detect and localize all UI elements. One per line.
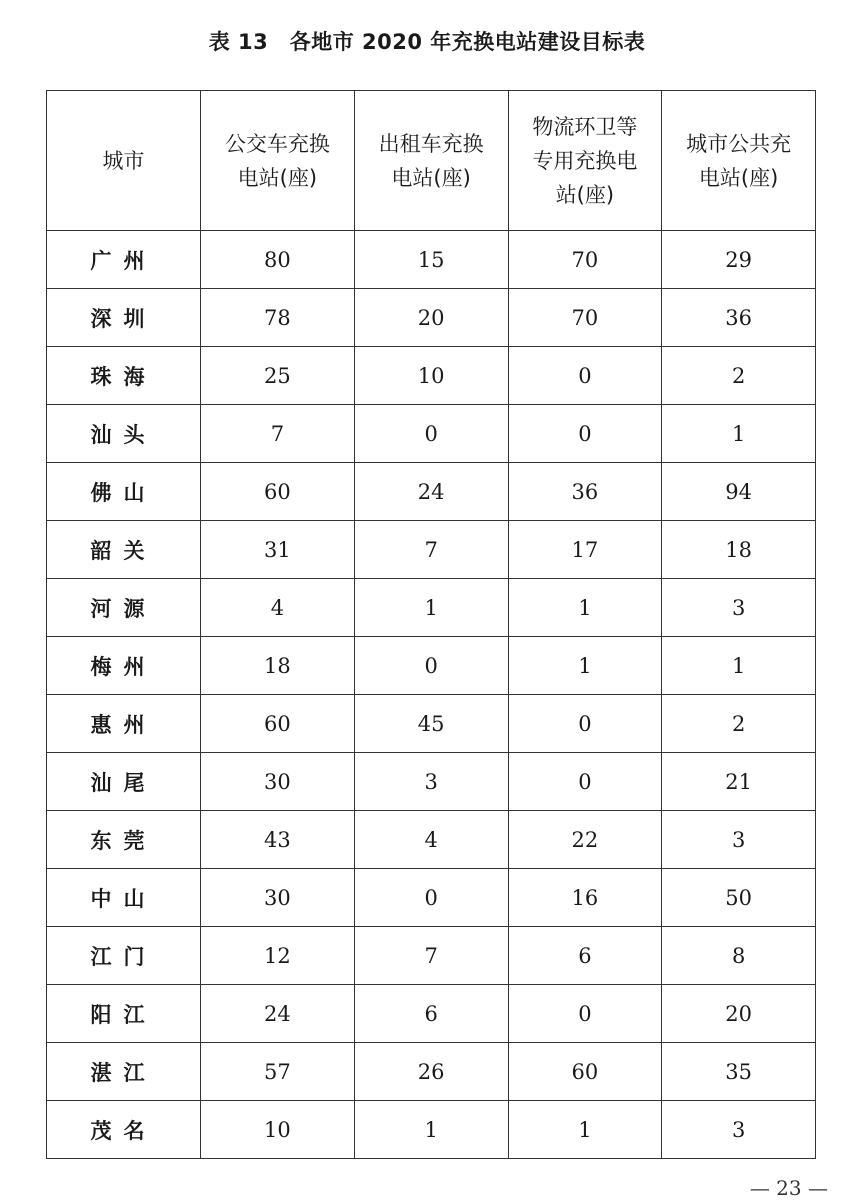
logistics-cell: 1 [508,1101,662,1159]
logistics-cell: 36 [508,463,662,521]
city-cell: 汕头 [47,405,201,463]
logistics-cell: 1 [508,637,662,695]
table-row [47,347,816,405]
city-cell: 茂名 [47,1101,201,1159]
public-cell: 1 [662,637,816,695]
bus-cell: 78 [201,289,355,347]
public-cell: 94 [662,463,816,521]
city-cell: 惠州 [47,695,201,753]
table-row [47,289,816,347]
city-cell: 河源 [47,579,201,637]
public-cell: 35 [662,1043,816,1101]
taxi-cell: 45 [354,695,508,753]
public-cell: 2 [662,695,816,753]
city-cell: 深圳 [47,289,201,347]
header-row [47,91,816,231]
bus-cell: 18 [201,637,355,695]
city-cell: 中山 [47,869,201,927]
taxi-cell: 3 [354,753,508,811]
public-cell: 3 [662,1101,816,1159]
table-row [47,869,816,927]
header-logistics: 物流环卫等 专用充换电 站(座) [508,91,662,231]
city-cell: 东莞 [47,811,201,869]
logistics-cell: 0 [508,985,662,1043]
table-row [47,927,816,985]
city-cell: 佛山 [47,463,201,521]
bus-cell: 10 [201,1101,355,1159]
table-row [47,811,816,869]
logistics-cell: 70 [508,289,662,347]
bus-cell: 57 [201,1043,355,1101]
taxi-cell: 26 [354,1043,508,1101]
public-cell: 2 [662,347,816,405]
bus-cell: 4 [201,579,355,637]
table-row [47,521,816,579]
public-cell: 21 [662,753,816,811]
public-cell: 3 [662,811,816,869]
bus-cell: 30 [201,753,355,811]
bus-cell: 60 [201,695,355,753]
table-row [47,753,816,811]
taxi-cell: 7 [354,927,508,985]
page-number: — 23 — [749,1176,828,1200]
city-cell: 阳江 [47,985,201,1043]
table-row [47,695,816,753]
logistics-cell: 0 [508,753,662,811]
taxi-cell: 10 [354,347,508,405]
bus-cell: 60 [201,463,355,521]
public-cell: 8 [662,927,816,985]
taxi-cell: 24 [354,463,508,521]
city-cell: 江门 [47,927,201,985]
public-cell: 1 [662,405,816,463]
bus-cell: 80 [201,231,355,289]
taxi-cell: 0 [354,637,508,695]
table-row [47,405,816,463]
logistics-cell: 0 [508,347,662,405]
logistics-cell: 0 [508,405,662,463]
city-cell: 梅州 [47,637,201,695]
target-table [46,90,816,1159]
taxi-cell: 15 [354,231,508,289]
city-cell: 广州 [47,231,201,289]
bus-cell: 12 [201,927,355,985]
logistics-cell: 6 [508,927,662,985]
public-cell: 3 [662,579,816,637]
header-city: 城市 [47,91,201,231]
header-taxi: 出租车充换 电站(座) [354,91,508,231]
taxi-cell: 20 [354,289,508,347]
city-cell: 湛江 [47,1043,201,1101]
taxi-cell: 0 [354,869,508,927]
bus-cell: 30 [201,869,355,927]
logistics-cell: 22 [508,811,662,869]
header-bus: 公交车充换 电站(座) [201,91,355,231]
bus-cell: 25 [201,347,355,405]
logistics-cell: 1 [508,579,662,637]
public-cell: 36 [662,289,816,347]
taxi-cell: 1 [354,579,508,637]
table-row [47,985,816,1043]
table-row [47,579,816,637]
logistics-cell: 70 [508,231,662,289]
logistics-cell: 16 [508,869,662,927]
public-cell: 29 [662,231,816,289]
bus-cell: 43 [201,811,355,869]
table-row [47,1043,816,1101]
logistics-cell: 17 [508,521,662,579]
taxi-cell: 1 [354,1101,508,1159]
table-row [47,637,816,695]
table-title: 表 13 各地市 2020 年充换电站建设目标表 [208,30,646,54]
public-cell: 50 [662,869,816,927]
public-cell: 18 [662,521,816,579]
table-row [47,1101,816,1159]
taxi-cell: 6 [354,985,508,1043]
public-cell: 20 [662,985,816,1043]
city-cell: 韶关 [47,521,201,579]
taxi-cell: 4 [354,811,508,869]
logistics-cell: 60 [508,1043,662,1101]
bus-cell: 24 [201,985,355,1043]
header-public: 城市公共充 电站(座) [662,91,816,231]
taxi-cell: 0 [354,405,508,463]
table-row [47,231,816,289]
bus-cell: 7 [201,405,355,463]
taxi-cell: 7 [354,521,508,579]
table-row [47,463,816,521]
city-cell: 珠海 [47,347,201,405]
bus-cell: 31 [201,521,355,579]
logistics-cell: 0 [508,695,662,753]
city-cell: 汕尾 [47,753,201,811]
